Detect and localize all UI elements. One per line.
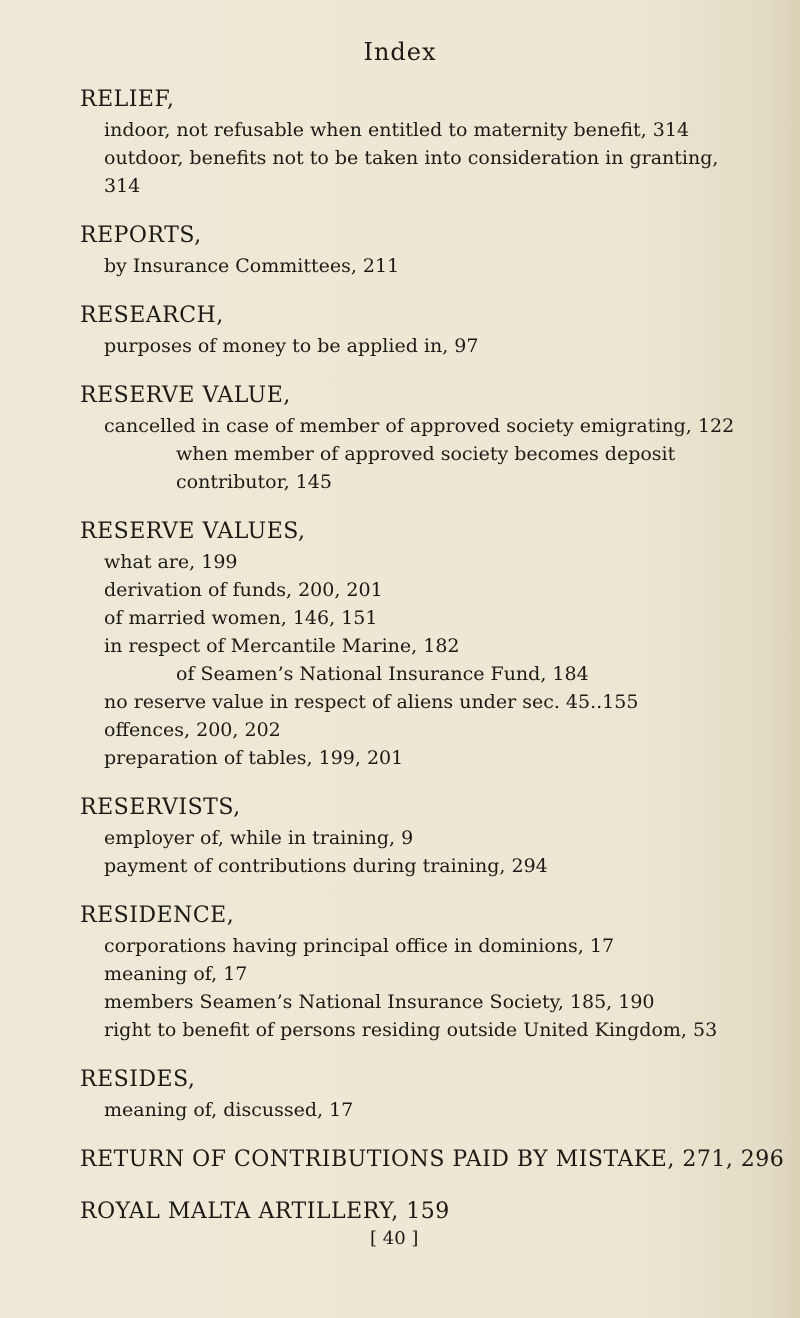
- index-entry-royal-malta-artillery: [80, 1196, 780, 1228]
- index-entry-reserve-values: [80, 516, 780, 772]
- index-entry-research: [80, 300, 780, 360]
- entry-subitem: payment of contributions during training, 294: [104, 855, 548, 877]
- entry-subitem: purposes of money to be applied in, 97: [104, 335, 479, 357]
- entry-subitem: meaning of, 17: [104, 963, 248, 985]
- entry-subitem: employer of, while in training, 9: [104, 827, 414, 849]
- entry-subitem: right to benefit of persons residing outside United Kingdom, 53: [104, 1019, 718, 1041]
- entry-subitem: when member of approved society becomes deposit: [176, 443, 676, 465]
- index-entry-reservists: [80, 792, 780, 880]
- entry-subitem: no reserve value in respect of aliens under sec. 45..155: [104, 691, 639, 713]
- entry-subitem: derivation of funds, 200, 201: [104, 579, 383, 601]
- index-entry-reserve-value: [80, 380, 780, 496]
- entry-subitem: offences, 200, 202: [104, 719, 281, 741]
- entry-subitem: of Seamen’s National Insurance Fund, 184: [176, 663, 589, 685]
- entry-subitem: cancelled in case of member of approved society emigrating, 122: [104, 415, 735, 437]
- index-content: [80, 84, 785, 1228]
- index-entry-resides: [80, 1064, 780, 1124]
- entry-subitem: preparation of tables, 199, 201: [104, 747, 404, 769]
- entry-subitem: members Seamen’s National Insurance Society, 185, 190: [104, 991, 655, 1013]
- entry-heading: RETURN OF CONTRIBUTIONS PAID BY MISTAKE, 271, 296: [80, 1147, 785, 1172]
- entry-heading: RELIEF,: [80, 87, 175, 112]
- index-entry-relief: [80, 84, 780, 200]
- entry-subitem: of married women, 146, 151: [104, 607, 378, 629]
- entry-subitem: in respect of Mercantile Marine, 182: [104, 635, 460, 657]
- index-entry-reports: [80, 220, 780, 280]
- entry-heading: RESEARCH,: [80, 303, 224, 328]
- entry-subitem: 314: [104, 175, 141, 197]
- entry-subitem: what are, 199: [104, 551, 238, 573]
- page-number: [ 40 ]: [370, 1228, 419, 1249]
- entry-subitem: indoor, not refusable when entitled to maternity benefit, 314: [104, 119, 690, 141]
- entry-heading: RESERVE VALUE,: [80, 383, 291, 408]
- entry-heading: RESIDES,: [80, 1067, 196, 1092]
- entry-heading: ROYAL MALTA ARTILLERY, 159: [80, 1199, 450, 1224]
- page-header: Index: [363, 38, 437, 66]
- entry-subitem: corporations having principal office in dominions, 17: [104, 935, 615, 957]
- entry-subitem: outdoor, benefits not to be taken into consideration in granting,: [104, 147, 719, 169]
- entry-subitem: contributor, 145: [176, 471, 332, 493]
- entry-heading: REPORTS,: [80, 223, 202, 248]
- entry-heading: RESIDENCE,: [80, 903, 235, 928]
- entry-subitem: by Insurance Committees, 211: [104, 255, 400, 277]
- entry-heading: RESERVISTS,: [80, 795, 241, 820]
- index-entry-return-of-contributions: [80, 1144, 785, 1176]
- entry-subitem: meaning of, discussed, 17: [104, 1099, 354, 1121]
- entry-heading: RESERVE VALUES,: [80, 519, 306, 544]
- index-entry-residence: [80, 900, 780, 1044]
